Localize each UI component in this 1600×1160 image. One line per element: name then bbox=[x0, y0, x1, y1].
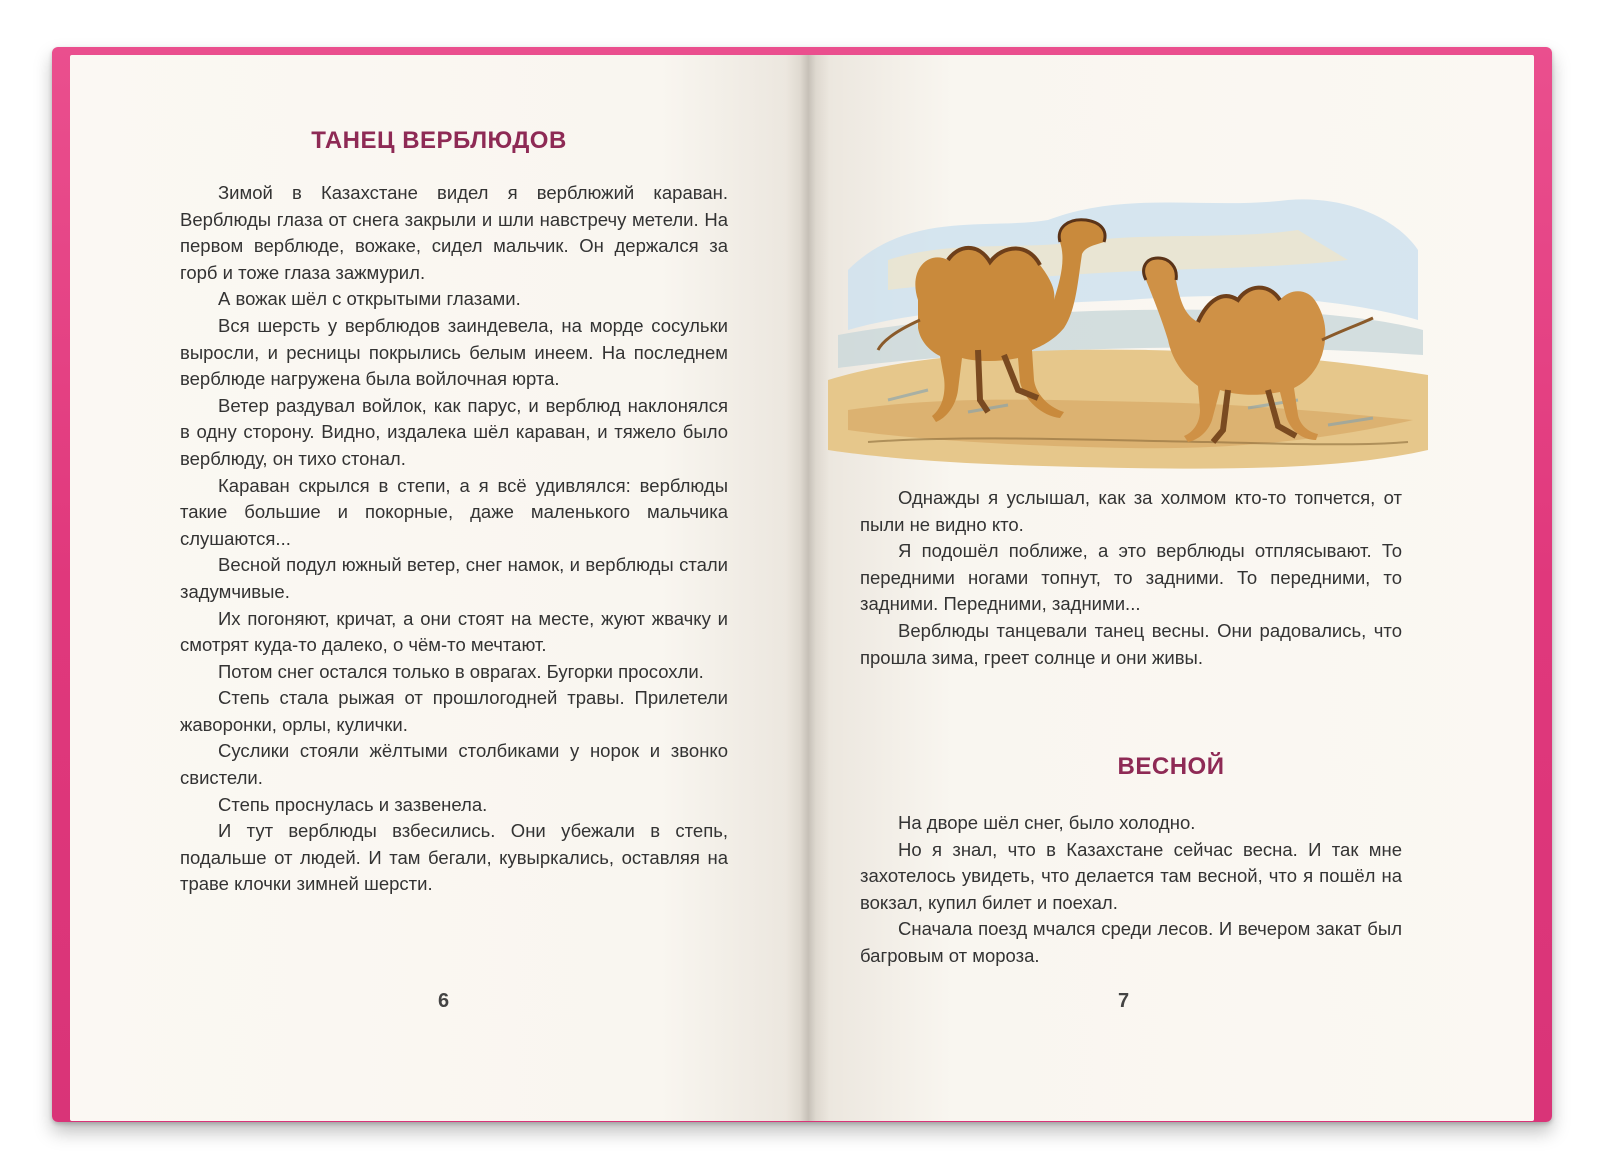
paragraph: Зимой в Казахстане видел я верблюжий караван. Верблюды глаза от снега закрыли и шли навстречу метели. На первом верблюде, вожаке, сидел мальчик. Он держался за горб и тоже глаза зажмурил. bbox=[180, 182, 728, 283]
paragraph: Степь стала рыжая от прошлогодней травы. Прилетели жаворонки, орлы, кулички. bbox=[180, 687, 728, 735]
page-number-left: 6 bbox=[438, 990, 450, 1012]
book-spine-shadow bbox=[800, 55, 816, 1121]
paragraph: Но я знал, что в Казахстане сейчас весна. И так мне захотелось увидеть, что делается там весной, что я пошёл на вокзал, купил билет и поехал. bbox=[860, 838, 1402, 913]
paragraph: Суслики стояли жёлтыми столбиками у норок и звонко свистели. bbox=[180, 740, 728, 789]
paragraph: Весной подул южный ветер, снег намок, и верблюды стали задумчивые. bbox=[180, 554, 728, 602]
right-page-text-top bbox=[860, 485, 1402, 671]
paragraph: Ветер раздувал войлок, как парус, и верблюд наклонялся в одну сторону. Видно, издалека шёл караван, и тяжело было верблюду, он тихо стонал. bbox=[180, 394, 728, 469]
right-page-text-bottom bbox=[860, 810, 1402, 970]
paragraph: Я подошёл поближе, а это верблюды отплясывают. То передними ногами топнут, то задними. То передними, то задними. Передними, задними... bbox=[860, 540, 1402, 615]
paragraph: Степь проснулась и зазвенела. bbox=[218, 793, 488, 815]
chapter-title-camel-dance: ТАНЕЦ ВЕРБЛЮДОВ bbox=[311, 127, 567, 154]
paragraph: Потом снег остался только в оврагах. Бугорки просохли. bbox=[218, 660, 704, 682]
chapter-title-spring: ВЕСНОЙ bbox=[1117, 753, 1225, 780]
paragraph: И тут верблюды взбесились. Они убежали в степь, подальше от людей. И там бегали, кувыркались, оставляя на траве клочки зимней шерсти. bbox=[180, 820, 728, 895]
paragraph: Верблюды танцевали танец весны. Они радовались, что прошла зима, греет солнце и они живы. bbox=[860, 619, 1402, 668]
paragraph: Однажды я услышал, как за холмом кто-то топчется, от пыли не видно кто. bbox=[860, 487, 1402, 535]
paragraph: Караван скрылся в степи, а я всё удивлялся: верблюды такие большие и покорные, даже маленького мальчика слушаются... bbox=[180, 474, 728, 549]
camels-illustration bbox=[828, 150, 1428, 470]
right-page bbox=[808, 55, 1534, 1121]
paragraph: На дворе шёл снег, было холодно. bbox=[898, 812, 1196, 833]
left-page bbox=[70, 55, 808, 1121]
paragraph: Сначала поезд мчался среди лесов. И вечером закат был багровым от мороза. bbox=[860, 918, 1402, 966]
paragraph: Их погоняют, кричат, а они стоят на месте, жуют жвачку и смотрят куда-то далеко, о чём-то мечтают. bbox=[180, 607, 728, 656]
page-number-right: 7 bbox=[1118, 990, 1130, 1012]
left-page-text bbox=[180, 180, 728, 898]
paragraph: А вожак шёл с открытыми глазами. bbox=[218, 288, 521, 310]
paragraph: Вся шерсть у верблюдов заиндевела, на морде сосульки выросли, и ресницы покрылись белым инеем. На последнем верблюде нагружена была войлочная юрта. bbox=[180, 314, 728, 390]
